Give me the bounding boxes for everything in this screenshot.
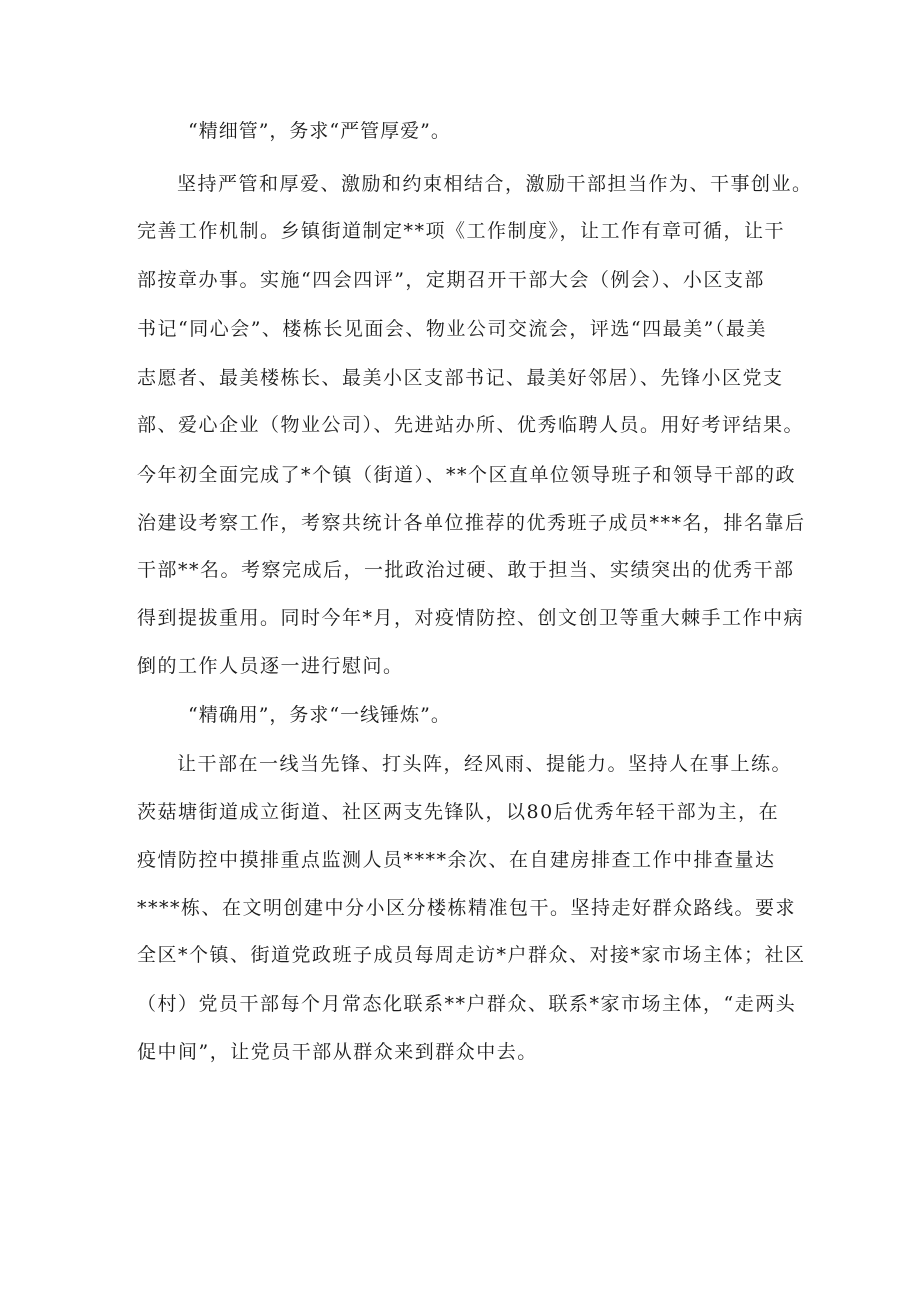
- section1-line-8: 治建设考察工作，考察共统计各单位推荐的优秀班子成员***名，排名靠后: [137, 512, 806, 534]
- section2-line-7: 促中间”，让党员干部从群众来到群众中去。: [137, 1041, 538, 1063]
- section2-line-3: 疫情防控中摸排重点监测人员****余次、在自建房排查工作中排查量达: [137, 849, 776, 871]
- section1-line-2: 完善工作机制。乡镇街道制定**项《工作制度》，让工作有章可循，让干: [137, 220, 786, 242]
- section1-line-7: 今年初全面完成了*个镇（街道）、**个区直单位领导班子和领导干部的政: [137, 464, 797, 486]
- section2-heading: “精确用”，务求“一线锤炼”。: [188, 704, 451, 726]
- section2-line-6: （村）党员干部每个月常态化联系**户群众、联系*家市场主体，“走两头: [137, 993, 797, 1015]
- section1-line-4: 书记“同心会”、楼栋长见面会、物业公司交流会，评选“四最美”（最美: [137, 318, 767, 340]
- section1-line-9: 干部**名。考察完成后，一批政治过硬、敢于担当、实绩突出的优秀干部: [137, 559, 795, 581]
- section2-line-5: 全区*个镇、街道党政班子成员每周走访*户群众、对接*家市场主体；社区: [137, 944, 806, 966]
- section2-line-2: 茨菇塘街道成立街道、社区两支先锋队，以80后优秀年轻干部为主，在: [137, 801, 780, 823]
- section2-line-4: ****栋、在文明创建中分小区分楼栋精准包干。坚持走好群众路线。要求: [137, 897, 797, 919]
- section1-heading: “精细管”，务求“严管厚爱”。: [188, 120, 451, 142]
- section1-line-5: 志愿者、最美楼栋长、最美小区支部书记、最美好邻居）、先锋小区党支: [137, 367, 784, 389]
- section1-line-11: 倒的工作人员逐一进行慰问。: [137, 655, 404, 677]
- section2-line-1: 让干部在一线当先锋、打头阵，经风雨、提能力。坚持人在事上练。: [177, 753, 793, 775]
- section1-line-10: 得到提拔重用。同时今年*月，对疫情防控、创文创卫等重大棘手工作中病: [137, 607, 805, 629]
- section1-line-3: 部按章办事。实施“四会四评”，定期召开干部大会（例会）、小区支部: [137, 269, 765, 291]
- section1-line-1: 坚持严管和厚爱、激励和约束相结合，激励干部担当作为、干事创业。: [177, 173, 813, 195]
- section1-line-6: 部、爱心企业（物业公司）、先进站办所、优秀临聘人员。用好考评结果。: [137, 414, 805, 436]
